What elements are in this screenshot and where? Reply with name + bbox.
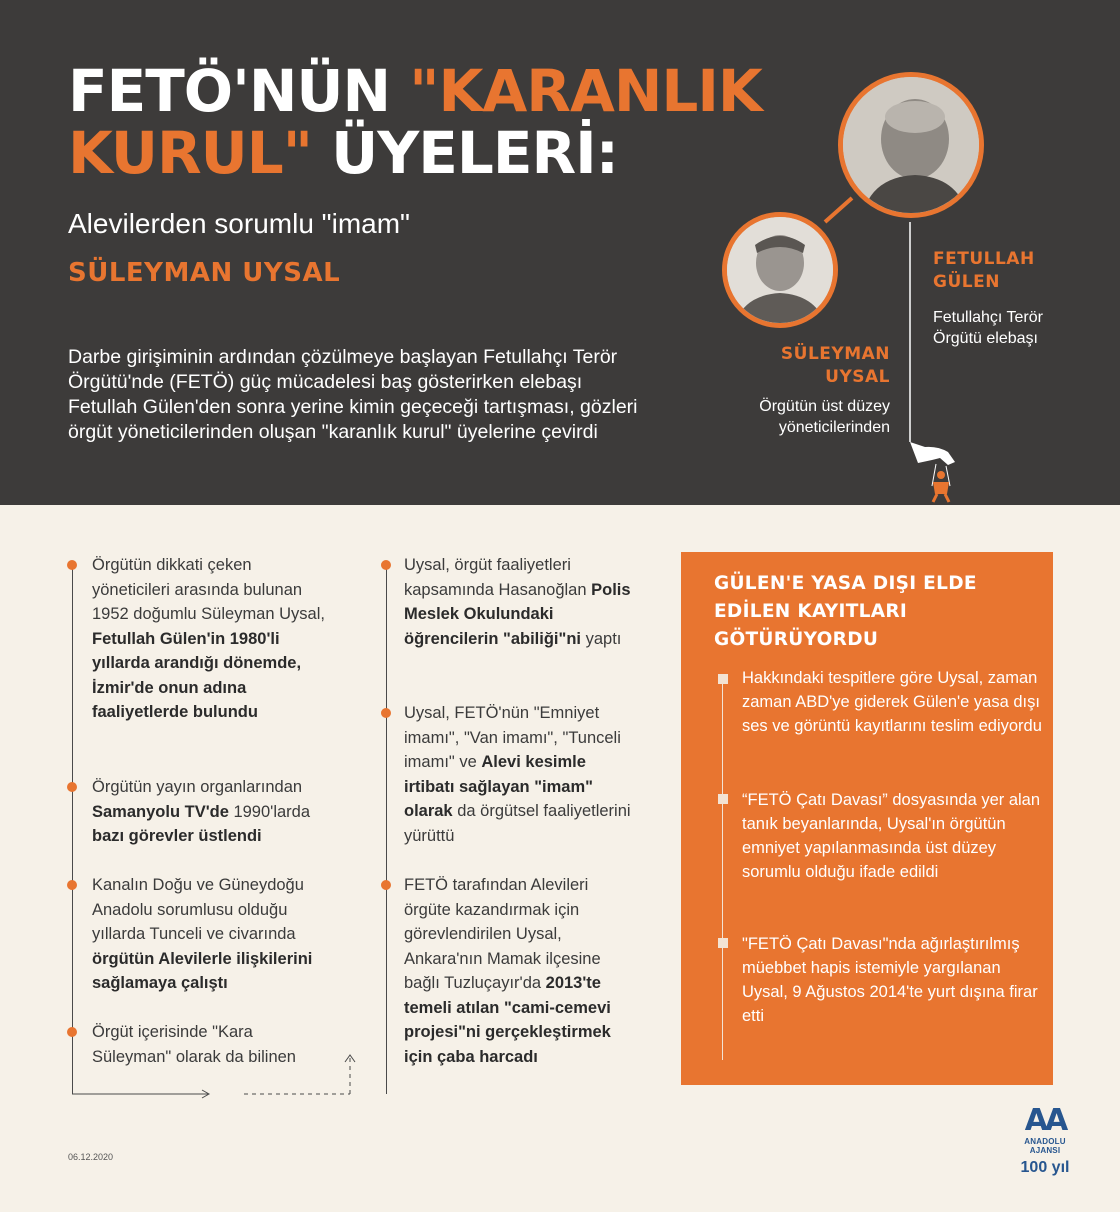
title-part-4: ÜYELERİ: (311, 119, 618, 187)
gulen-name-line-1: FETULLAH (933, 249, 1035, 269)
list-item (92, 775, 327, 849)
box-item: "FETÖ Çatı Davası"nda ağırlaştırılmış müebbet hapis istemiyle yargılanan Uysal, 9 Ağustos 2014'te yurt dışına firar etti (742, 935, 1038, 1025)
item-text-bold: 2013'te temeli atılan "cami-cemevi projesi"ni gerçekleştirmek için çaba harcadı (404, 974, 611, 1066)
timeline-dot (67, 1027, 77, 1037)
uysal-name (740, 343, 890, 389)
item-text: Uysal, FETÖ'nün "Emniyet imamı", "Van imamı", "Tunceli imamı" ve (404, 704, 621, 771)
highlight-box (681, 552, 1053, 1085)
list-item (92, 553, 327, 725)
anadolu-ajansi-logo (1010, 1105, 1080, 1177)
gulen-description (933, 307, 1043, 349)
list-item (404, 553, 639, 651)
item-text-bold: örgütün Alevilerle ilişkilerini sağlamaya çalıştı (92, 949, 313, 992)
gulen-description-line-1: Fetullahçı Terör (933, 309, 1043, 326)
intro-text: Darbe girişiminin ardından çözülmeye başlayan Fetullahçı Terör Örgütü'nde (FETÖ) güç mücadelesi baş gösterirken elebaşı Fetullah Gülen'den sonra yerine kimin geçeceği tartışması, gözleri örgüt yöneticilerinden oluşan "karanlık kurul" üyelerine çevirdi (68, 346, 638, 443)
title-part-2: "KARANLIK (409, 57, 762, 125)
box-bullet (718, 938, 728, 948)
puppet-hand-icon (910, 442, 955, 502)
item-text: Kanalın Doğu ve Güneydoğu Anadolu sorumlusu olduğu yıllarda Tunceli ve civarında (92, 876, 304, 943)
list-item: Örgüt içerisinde "Kara Süleyman" olarak da bilinen (92, 1023, 296, 1066)
timeline-dot (381, 880, 391, 890)
list-item (404, 873, 639, 1069)
logo-years: 100 yıl (1020, 1159, 1070, 1176)
uysal-description-line-1: Örgütün üst düzey (759, 398, 890, 415)
item-text: Örgütün dikkati çeken yöneticileri arasında bulunan 1952 doğumlu Süleyman Uysal, (92, 556, 325, 623)
item-text: da örgütsel faaliyetlerini yürüttü (404, 802, 631, 845)
uysal-description (700, 396, 890, 438)
uysal-name-line-2: UYSAL (825, 367, 890, 387)
box-bullet (718, 794, 728, 804)
logo-name: ANADOLU AJANSI (1024, 1137, 1066, 1155)
uysal-description-line-2: yöneticilerinden (778, 419, 890, 436)
item-text: Uysal, örgüt faaliyetleri kapsamında Hasanoğlan (404, 556, 592, 599)
timeline-dot (67, 880, 77, 890)
suleyman-uysal-photo (722, 212, 838, 328)
publish-date: 06.12.2020 (68, 1152, 114, 1162)
subtitle: Alevilerden sorumlu "imam" (68, 208, 410, 239)
list-item (92, 873, 327, 996)
item-text-bold: Polis Meslek Okulundaki öğrencilerin "abiliği"ni (404, 580, 631, 648)
box-item: “FETÖ Çatı Davası” dosyasında yer alan tanık beyanlarında, Uysal'ın örgütün emniyet yapılanmasında üst düzey sorumlu olduğu ifade edildi (742, 791, 1041, 881)
list-item (404, 701, 639, 848)
person-portrait-icon (727, 217, 833, 323)
item-text: 1990'larda (228, 802, 311, 821)
person-portrait-icon (843, 77, 979, 213)
timeline-line-2 (386, 566, 387, 1094)
timeline-dot (381, 708, 391, 718)
timeline-dot (67, 560, 77, 570)
fetullah-gulen-photo (838, 72, 984, 218)
box-item: Hakkındaki tespitlere göre Uysal, zaman zaman ABD'ye giderek Gülen'e yasa dışı ses ve görüntü kayıtlarını teslim ediyordu (742, 669, 1042, 735)
item-text-bold: Alevi kesimle irtibatı sağlayan "imam" olarak (404, 753, 593, 820)
item-text-bold: Samanyolu TV'de (92, 802, 229, 821)
timeline-dot (67, 782, 77, 792)
uysal-name-line-1: SÜLEYMAN (780, 344, 890, 364)
timeline-line-1 (72, 566, 73, 1094)
person-name: SÜLEYMAN UYSAL (68, 258, 341, 288)
timeline-dot (381, 560, 391, 570)
box-line (722, 680, 723, 1060)
title-part-3: KURUL" (68, 119, 312, 187)
gulen-name-line-2: GÜLEN (933, 272, 1000, 292)
title-part-1: FETÖ'NÜN (68, 57, 410, 125)
aa-logo-icon: AA (1024, 1103, 1066, 1138)
item-text-bold: bazı görevler üstlendi (92, 827, 262, 845)
box-title: GÜLEN'E YASA DIŞI ELDE EDİLEN KAYITLARI GÖTÜRÜYORDU (714, 573, 977, 650)
gulen-description-line-2: Örgütü elebaşı (933, 330, 1038, 347)
item-text-bold: Fetullah Gülen'in 1980'li yıllarda arandığı dönemde, İzmir'de onun adına faaliyetlerde bulundu (92, 629, 302, 721)
box-bullet (718, 674, 728, 684)
gulen-name (933, 248, 1035, 294)
item-text: yaptı (581, 629, 622, 648)
item-text: FETÖ tarafından Alevileri örgüte kazandırmak için görevlendirilen Uysal, Ankara'nın Mamak ilçesine bağlı Tuzluçayır'da (404, 876, 601, 992)
item-text: Örgütün yayın organlarından (92, 778, 303, 796)
